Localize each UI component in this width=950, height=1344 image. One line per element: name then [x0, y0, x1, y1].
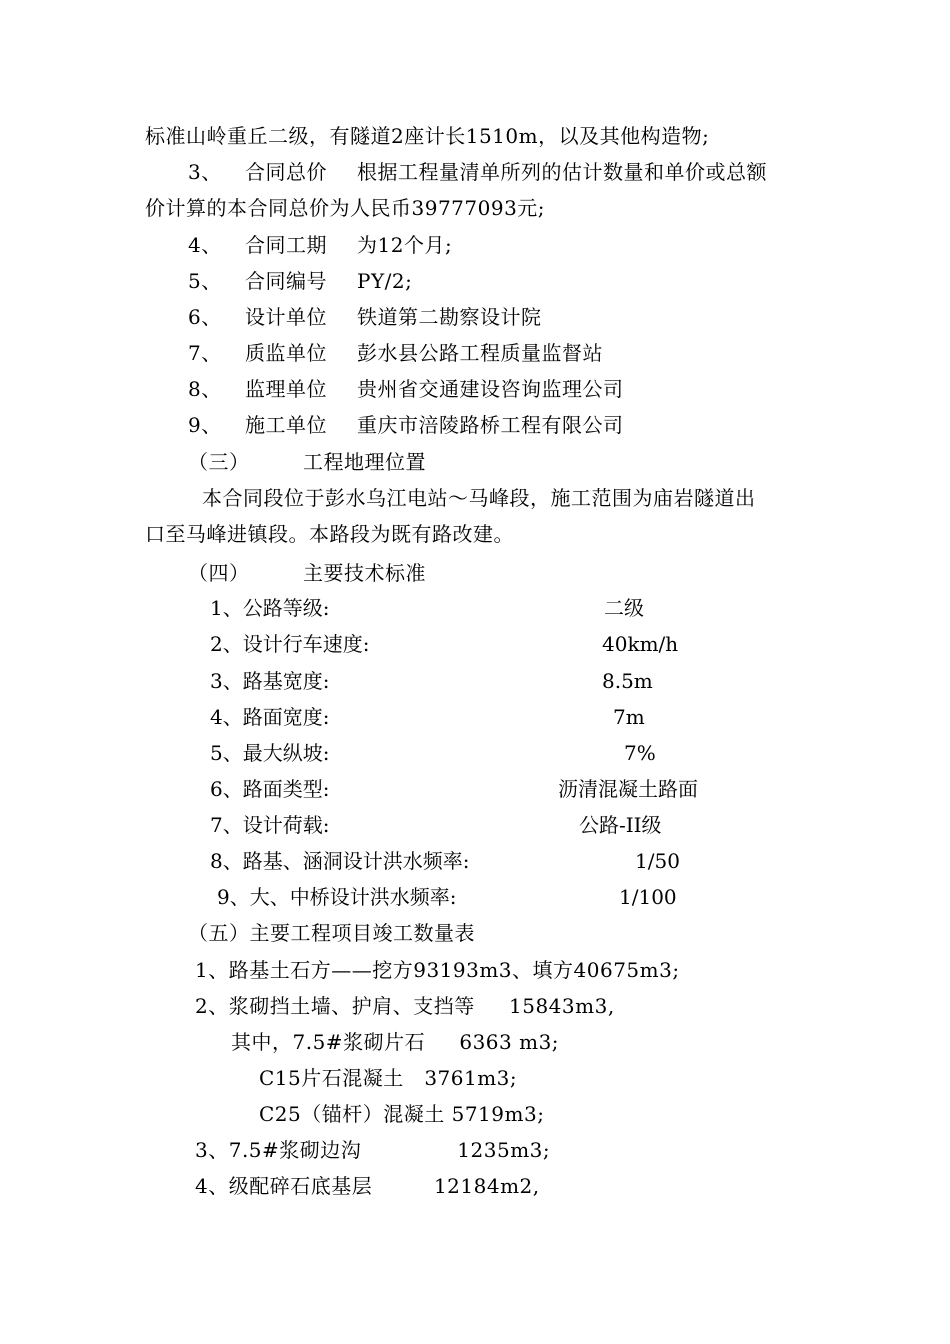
quantity-item-2-sub-1: 其中，7.5#浆砌片石 6363 m3; — [231, 1030, 560, 1054]
quantity-item-1: 1、路基土石方——挖方93193m3、填方40675m3; — [195, 958, 680, 982]
contract-item-8-label: 监理单位 — [245, 377, 327, 401]
contract-item-3-label: 合同总价 — [245, 160, 327, 184]
spec-value-7: 公路-II级 — [579, 813, 662, 837]
spec-value-2: 40km/h — [602, 632, 679, 656]
section3-paragraph-line1: 本合同段位于彭水乌江电站～马峰段，施工范围为庙岩隧道出 — [202, 486, 756, 510]
spec-label-5: 5、最大纵坡: — [210, 741, 330, 765]
spec-label-9: 9、大、中桥设计洪水频率: — [217, 885, 457, 909]
contract-item-5-label: 合同编号 — [245, 269, 327, 293]
spec-value-8: 1/50 — [635, 849, 680, 873]
contract-item-7-value: 彭水县公路工程质量监督站 — [357, 341, 603, 365]
quantity-item-2-sub-3: C25（锚杆）混凝土 5719m3; — [259, 1102, 545, 1126]
quantity-item-2-sub-2: C15片石混凝土 3761m3; — [259, 1066, 518, 1090]
contract-item-7-label: 质监单位 — [245, 341, 327, 365]
spec-value-1: 二级 — [604, 596, 644, 620]
contract-item-3-value: 根据工程量清单所列的估计数量和单价或总额 — [357, 160, 767, 184]
contract-item-5-value: PY/2; — [357, 269, 413, 293]
section3-paragraph-line2: 口至马峰进镇段。本路段为既有路改建。 — [145, 522, 514, 546]
spec-label-6: 6、路面类型: — [210, 777, 330, 801]
contract-item-3-num: 3、 — [188, 160, 222, 184]
intro-continuation: 标准山岭重丘二级，有隧道2座计长1510m，以及其他构造物; — [145, 124, 710, 148]
contract-item-9-label: 施工单位 — [245, 413, 327, 437]
contract-item-6-num: 6、 — [188, 305, 222, 329]
contract-item-5-num: 5、 — [188, 269, 222, 293]
contract-item-6-value: 铁道第二勘察设计院 — [357, 305, 542, 329]
spec-value-4: 7m — [613, 705, 645, 729]
contract-item-8-num: 8、 — [188, 377, 222, 401]
spec-value-5: 7% — [624, 741, 656, 765]
contract-item-9-num: 9、 — [188, 413, 222, 437]
quantity-item-3: 3、7.5#浆砌边沟 1235m3; — [195, 1138, 551, 1162]
spec-label-8: 8、路基、涵洞设计洪水频率: — [210, 849, 470, 873]
spec-value-3: 8.5m — [602, 669, 653, 693]
spec-value-9: 1/100 — [619, 885, 677, 909]
quantity-item-4: 4、级配碎石底基层 12184m2, — [195, 1174, 540, 1198]
spec-label-2: 2、设计行车速度: — [210, 632, 370, 656]
contract-item-7-num: 7、 — [188, 341, 222, 365]
contract-item-4-num: 4、 — [188, 233, 222, 257]
contract-item-6-label: 设计单位 — [245, 305, 327, 329]
spec-label-3: 3、路基宽度: — [210, 669, 330, 693]
section4-heading-num: （四） — [188, 561, 250, 585]
spec-label-1: 1、公路等级: — [210, 596, 330, 620]
contract-item-4-label: 合同工期 — [245, 233, 327, 257]
section3-heading-num: （三） — [188, 450, 250, 474]
contract-item-8-value: 贵州省交通建设咨询监理公司 — [357, 377, 624, 401]
quantity-item-2: 2、浆砌挡土墙、护肩、支挡等 15843m3, — [195, 994, 615, 1018]
contract-price-continuation: 价计算的本合同总价为人民币39777093元; — [145, 196, 546, 220]
contract-item-9-value: 重庆市涪陵路桥工程有限公司 — [357, 413, 624, 437]
spec-label-7: 7、设计荷载: — [210, 813, 330, 837]
contract-item-4-value: 为12个月; — [357, 233, 453, 257]
section5-heading: （五）主要工程项目竣工数量表 — [188, 921, 475, 945]
spec-value-6: 沥清混凝土路面 — [558, 777, 698, 801]
spec-label-4: 4、路面宽度: — [210, 705, 330, 729]
section3-heading: 工程地理位置 — [303, 450, 426, 474]
section4-heading: 主要技术标准 — [303, 561, 426, 585]
